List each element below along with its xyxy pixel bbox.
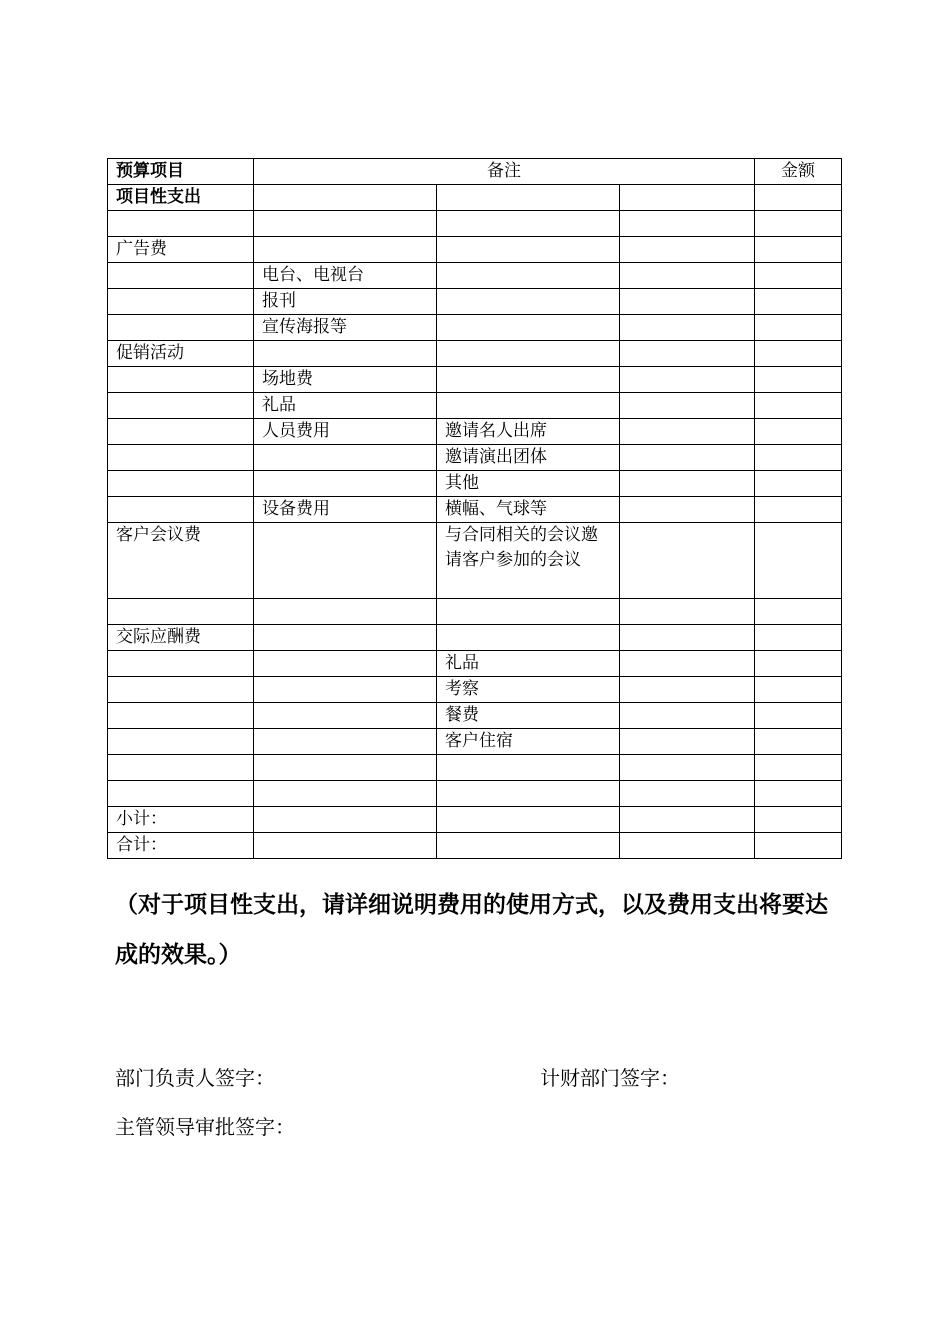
table-cell-col1	[108, 367, 254, 393]
table-cell-col4	[620, 781, 755, 807]
table-cell-col1: 小计：	[108, 807, 254, 833]
table-cell-col2: 场地费	[254, 367, 437, 393]
table-row	[108, 211, 842, 237]
table-cell-col3: 其他	[437, 471, 620, 497]
table-cell-col5	[755, 185, 842, 211]
table-cell-col3: 礼品	[437, 651, 620, 677]
table-cell-col4	[620, 497, 755, 523]
table-cell-col2	[254, 781, 437, 807]
table-cell-col1	[108, 677, 254, 703]
table-cell-col4	[620, 341, 755, 367]
table-cell-col2	[254, 807, 437, 833]
table-cell-col2	[254, 625, 437, 651]
table-row	[108, 185, 842, 211]
table-cell-col3: 横幅、气球等	[437, 497, 620, 523]
table-row	[108, 807, 842, 833]
finance-dept-signature-label: 计财部门签字：	[540, 1066, 680, 1090]
table-row	[108, 315, 842, 341]
table-cell-col1	[108, 755, 254, 781]
table-cell-col4	[620, 419, 755, 445]
table-cell-col3	[437, 185, 620, 211]
table-row	[108, 677, 842, 703]
table-cell-col3: 餐费	[437, 703, 620, 729]
table-cell-col5	[755, 289, 842, 315]
table-cell-col2: 礼品	[254, 393, 437, 419]
table-cell-col5	[755, 781, 842, 807]
table-row	[108, 367, 842, 393]
table-cell-col2	[254, 523, 437, 599]
table-cell-col4	[620, 393, 755, 419]
table-cell-col4	[620, 289, 755, 315]
table-row	[108, 419, 842, 445]
table-cell-col5	[755, 211, 842, 237]
table-cell-col1	[108, 651, 254, 677]
table-cell-col5	[755, 833, 842, 859]
table-cell-col2	[254, 237, 437, 263]
table-cell-col1	[108, 315, 254, 341]
table-cell-col1	[108, 211, 254, 237]
table-row	[108, 599, 842, 625]
table-cell-col2	[254, 341, 437, 367]
table-cell-col2	[254, 755, 437, 781]
table-cell-col5	[755, 237, 842, 263]
table-cell-col3	[437, 367, 620, 393]
table-cell-col3	[437, 393, 620, 419]
table-cell-col4	[620, 185, 755, 211]
table-row	[108, 263, 842, 289]
table-cell-col4	[620, 755, 755, 781]
table-cell-col1	[108, 289, 254, 315]
table-cell-col5	[755, 677, 842, 703]
table-cell-col2: 报刊	[254, 289, 437, 315]
table-cell-col4	[620, 703, 755, 729]
table-cell-col4	[620, 237, 755, 263]
table-cell-col1: 交际应酬费	[108, 625, 254, 651]
table-row	[108, 445, 842, 471]
table-cell-col5	[755, 523, 842, 599]
table-cell-col5	[755, 703, 842, 729]
table-cell-col1	[108, 263, 254, 289]
table-header-row	[108, 159, 842, 185]
table-cell-col1: 项目性支出	[108, 185, 254, 211]
table-cell-col2: 设备费用	[254, 497, 437, 523]
table-row	[108, 393, 842, 419]
table-cell-col3	[437, 625, 620, 651]
table-cell-col4	[620, 677, 755, 703]
table-cell-col1	[108, 599, 254, 625]
table-row	[108, 523, 842, 599]
table-row	[108, 289, 842, 315]
table-cell-col2	[254, 703, 437, 729]
table-cell-col5	[755, 755, 842, 781]
header-remark: 备注	[254, 159, 755, 185]
table-cell-col3: 邀请名人出席	[437, 419, 620, 445]
table-cell-col1	[108, 729, 254, 755]
table-cell-col3: 客户住宿	[437, 729, 620, 755]
budget-table	[107, 158, 842, 859]
table-cell-col2	[254, 445, 437, 471]
table-row	[108, 729, 842, 755]
table-cell-col4	[620, 315, 755, 341]
usage-note: （对于项目性支出，请详细说明费用的使用方式，以及费用支出将要达成的效果。）	[115, 892, 828, 968]
table-cell-col1	[108, 445, 254, 471]
department-head-signature-label: 部门负责人签字：	[115, 1066, 275, 1090]
table-row	[108, 341, 842, 367]
table-cell-col1: 合计：	[108, 833, 254, 859]
table-cell-col3	[437, 289, 620, 315]
table-cell-col5	[755, 367, 842, 393]
table-cell-col4	[620, 471, 755, 497]
table-cell-col2: 人员费用	[254, 419, 437, 445]
table-cell-col2	[254, 211, 437, 237]
table-cell-col1	[108, 419, 254, 445]
table-cell-col5	[755, 497, 842, 523]
table-cell-col1	[108, 703, 254, 729]
table-cell-col2	[254, 599, 437, 625]
table-row	[108, 781, 842, 807]
table-row	[108, 625, 842, 651]
table-cell-col2	[254, 833, 437, 859]
header-amount: 金额	[755, 159, 842, 185]
table-cell-col3	[437, 211, 620, 237]
table-cell-col5	[755, 315, 842, 341]
table-cell-col5	[755, 471, 842, 497]
table-cell-col3	[437, 807, 620, 833]
table-cell-col1	[108, 471, 254, 497]
table-cell-col1	[108, 781, 254, 807]
table-cell-col1: 促销活动	[108, 341, 254, 367]
table-cell-col2	[254, 185, 437, 211]
table-cell-col3: 考察	[437, 677, 620, 703]
table-cell-col4	[620, 807, 755, 833]
table-row	[108, 755, 842, 781]
table-cell-col2	[254, 729, 437, 755]
table-cell-col2: 电台、电视台	[254, 263, 437, 289]
table-cell-col1	[108, 393, 254, 419]
table-cell-col2: 宣传海报等	[254, 315, 437, 341]
table-cell-col5	[755, 393, 842, 419]
table-cell-col3: 与合同相关的会议邀请客户参加的会议	[437, 523, 620, 599]
table-cell-col3	[437, 599, 620, 625]
table-cell-col4	[620, 523, 755, 599]
table-row	[108, 703, 842, 729]
table-cell-col3: 邀请演出团体	[437, 445, 620, 471]
table-row	[108, 237, 842, 263]
table-row	[108, 471, 842, 497]
table-cell-col3	[437, 315, 620, 341]
table-cell-col3	[437, 263, 620, 289]
table-cell-col5	[755, 729, 842, 755]
table-cell-col4	[620, 729, 755, 755]
table-cell-col5	[755, 419, 842, 445]
table-cell-col5	[755, 807, 842, 833]
table-cell-col2	[254, 471, 437, 497]
table-row	[108, 651, 842, 677]
table-row	[108, 833, 842, 859]
table-cell-col1: 广告费	[108, 237, 254, 263]
table-cell-col3	[437, 237, 620, 263]
table-cell-col1	[108, 497, 254, 523]
table-cell-col2	[254, 651, 437, 677]
table-cell-col5	[755, 651, 842, 677]
table-cell-col4	[620, 599, 755, 625]
table-cell-col4	[620, 211, 755, 237]
table-cell-col4	[620, 833, 755, 859]
table-cell-col5	[755, 625, 842, 651]
table-cell-col3	[437, 341, 620, 367]
table-cell-col5	[755, 263, 842, 289]
table-cell-col5	[755, 445, 842, 471]
table-cell-col4	[620, 651, 755, 677]
table-row	[108, 497, 842, 523]
table-cell-col3	[437, 833, 620, 859]
table-cell-col5	[755, 599, 842, 625]
table-cell-col5	[755, 341, 842, 367]
table-cell-col2	[254, 677, 437, 703]
table-cell-col3	[437, 781, 620, 807]
table-cell-col4	[620, 263, 755, 289]
table-cell-col1: 客户会议费	[108, 523, 254, 599]
table-cell-col4	[620, 445, 755, 471]
table-cell-col4	[620, 625, 755, 651]
supervisor-approval-signature-label: 主管领导审批签字：	[115, 1115, 295, 1139]
table-cell-col4	[620, 367, 755, 393]
header-budget-item: 预算项目	[108, 159, 254, 185]
table-cell-col3	[437, 755, 620, 781]
